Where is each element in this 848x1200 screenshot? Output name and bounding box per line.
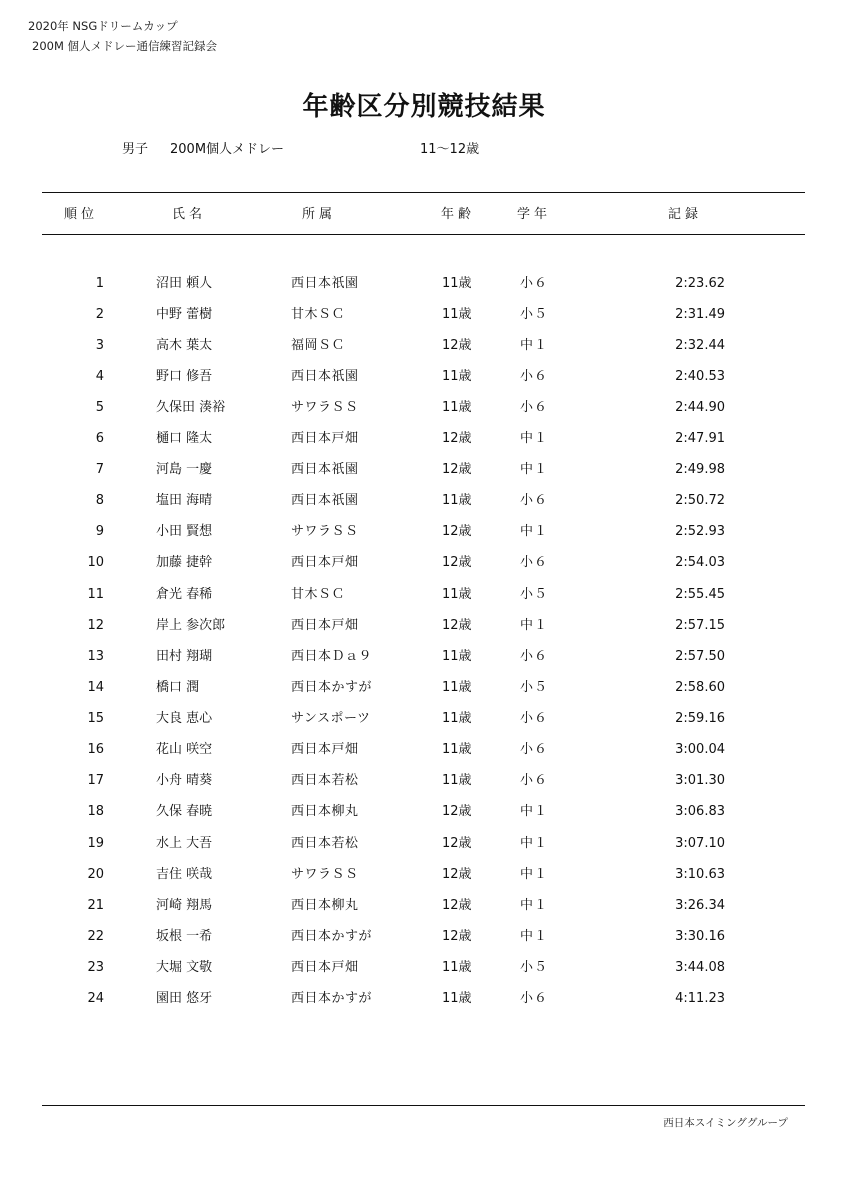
- header-rank: 順位: [64, 207, 99, 222]
- age-cell: 12歳: [442, 618, 472, 633]
- time-cell: 3:30.16: [675, 929, 725, 944]
- age-cell: 11歳: [442, 649, 472, 664]
- time-cell: 2:49.98: [675, 462, 725, 477]
- grade-cell: 小６: [520, 742, 549, 757]
- table-row: [0, 734, 848, 765]
- table-row: [0, 268, 848, 299]
- rank-cell: 23: [87, 960, 104, 975]
- grade-cell: 小５: [520, 960, 549, 975]
- table-row: [0, 516, 848, 547]
- grade-cell: 中１: [520, 929, 549, 944]
- age-cell: 12歳: [442, 836, 472, 851]
- table-row: [0, 330, 848, 361]
- rank-cell: 1: [95, 276, 104, 291]
- rank-cell: 21: [87, 898, 104, 913]
- club-cell: 西日本祇園: [291, 462, 359, 477]
- table-row: [0, 485, 848, 516]
- age-cell: 11歳: [442, 991, 472, 1006]
- time-cell: 2:57.15: [675, 618, 725, 633]
- age-cell: 11歳: [442, 369, 472, 384]
- age-cell: 12歳: [442, 338, 472, 353]
- table-row: [0, 952, 848, 983]
- club-cell: 西日本戸畑: [291, 960, 359, 975]
- club-cell: 西日本祇園: [291, 369, 359, 384]
- club-cell: 西日本柳丸: [291, 804, 359, 819]
- club-cell: サワラＳＳ: [291, 867, 359, 882]
- name-cell: 河崎 翔馬: [156, 898, 213, 913]
- age-cell: 12歳: [442, 524, 472, 539]
- club-cell: 甘木ＳＣ: [291, 587, 346, 602]
- age-cell: 11歳: [442, 742, 472, 757]
- rank-cell: 4: [95, 369, 104, 384]
- grade-cell: 中１: [520, 338, 549, 353]
- rank-cell: 5: [95, 400, 104, 415]
- grade-cell: 中１: [520, 898, 549, 913]
- time-cell: 4:11.23: [675, 991, 725, 1006]
- rank-cell: 20: [87, 867, 104, 882]
- name-cell: 坂根 一希: [156, 929, 213, 944]
- table-row: [0, 579, 848, 610]
- header-name: 氏名: [172, 207, 207, 222]
- grade-cell: 小６: [520, 369, 549, 384]
- gender-label: 男子: [122, 142, 149, 157]
- club-cell: サンスポーツ: [291, 711, 371, 726]
- grade-cell: 中１: [520, 867, 549, 882]
- page-title: 年齢区分別競技結果: [302, 92, 546, 122]
- table-row: [0, 796, 848, 827]
- club-cell: 西日本戸畑: [291, 618, 359, 633]
- rank-cell: 22: [87, 929, 104, 944]
- name-cell: 花山 咲空: [156, 742, 213, 757]
- club-cell: 西日本柳丸: [291, 898, 359, 913]
- time-cell: 3:26.34: [675, 898, 725, 913]
- rank-cell: 6: [95, 431, 104, 446]
- table-row: [0, 983, 848, 1014]
- grade-cell: 小５: [520, 587, 549, 602]
- header-time: 記録: [668, 207, 703, 222]
- footer-rule: [42, 1105, 805, 1106]
- club-cell: 西日本若松: [291, 836, 359, 851]
- club-cell: 西日本かすが: [291, 991, 373, 1006]
- document-meta: [28, 16, 217, 56]
- table-row: [0, 361, 848, 392]
- rank-cell: 7: [95, 462, 104, 477]
- age-cell: 12歳: [442, 431, 472, 446]
- rank-cell: 8: [95, 493, 104, 508]
- age-cell: 11歳: [442, 400, 472, 415]
- age-cell: 11歳: [442, 493, 472, 508]
- event-series: 200M 個人メドレー通信練習記録会: [32, 39, 218, 53]
- header-bottom-rule: [42, 234, 805, 235]
- club-cell: 西日本戸畑: [291, 742, 359, 757]
- age-cell: 11歳: [442, 711, 472, 726]
- rank-cell: 2: [95, 307, 104, 322]
- name-cell: 橋口 潤: [156, 680, 200, 695]
- time-cell: 2:47.91: [675, 431, 725, 446]
- age-cell: 11歳: [442, 680, 472, 695]
- name-cell: 加藤 捷幹: [156, 555, 213, 570]
- grade-cell: 中１: [520, 804, 549, 819]
- name-cell: 吉住 咲哉: [156, 867, 213, 882]
- header-grade: 学年: [517, 207, 552, 222]
- time-cell: 3:10.63: [675, 867, 725, 882]
- grade-cell: 小６: [520, 773, 549, 788]
- time-cell: 2:58.60: [675, 680, 725, 695]
- rank-cell: 24: [87, 991, 104, 1006]
- rank-cell: 11: [87, 587, 104, 602]
- age-cell: 12歳: [442, 867, 472, 882]
- name-cell: 久保田 湊裕: [156, 400, 226, 415]
- grade-cell: 小６: [520, 276, 549, 291]
- grade-cell: 小５: [520, 680, 549, 695]
- time-cell: 2:40.53: [675, 369, 725, 384]
- time-cell: 3:44.08: [675, 960, 725, 975]
- table-row: [0, 423, 848, 454]
- table-row: [0, 859, 848, 890]
- age-cell: 11歳: [442, 276, 472, 291]
- time-cell: 3:06.83: [675, 804, 725, 819]
- name-cell: 河島 一慶: [156, 462, 213, 477]
- table-row: [0, 392, 848, 423]
- time-cell: 2:32.44: [675, 338, 725, 353]
- name-cell: 小舟 晴葵: [156, 773, 213, 788]
- name-cell: 沼田 頼人: [156, 276, 213, 291]
- rank-cell: 18: [87, 804, 104, 819]
- club-cell: 西日本若松: [291, 773, 359, 788]
- club-cell: サワラＳＳ: [291, 400, 359, 415]
- age-cell: 11歳: [442, 307, 472, 322]
- rank-cell: 3: [95, 338, 104, 353]
- rank-cell: 15: [87, 711, 104, 726]
- grade-cell: 中１: [520, 524, 549, 539]
- name-cell: 田村 翔瑚: [156, 649, 213, 664]
- time-cell: 2:44.90: [675, 400, 725, 415]
- table-row: [0, 703, 848, 734]
- grade-cell: 中１: [520, 462, 549, 477]
- table-row: [0, 921, 848, 952]
- name-cell: 大堀 文敬: [156, 960, 213, 975]
- grade-cell: 小５: [520, 307, 549, 322]
- name-cell: 大良 恵心: [156, 711, 213, 726]
- grade-cell: 小６: [520, 711, 549, 726]
- club-cell: 西日本戸畑: [291, 431, 359, 446]
- name-cell: 樋口 隆太: [156, 431, 213, 446]
- time-cell: 2:31.49: [675, 307, 725, 322]
- time-cell: 2:54.03: [675, 555, 725, 570]
- grade-cell: 小６: [520, 493, 549, 508]
- club-cell: 甘木ＳＣ: [291, 307, 346, 322]
- rank-cell: 14: [87, 680, 104, 695]
- grade-cell: 中１: [520, 431, 549, 446]
- table-row: [0, 610, 848, 641]
- time-cell: 2:52.93: [675, 524, 725, 539]
- table-row: [0, 547, 848, 578]
- name-cell: 水上 大吾: [156, 836, 213, 851]
- age-cell: 11歳: [442, 587, 472, 602]
- name-cell: 高木 葉太: [156, 338, 213, 353]
- time-cell: 2:55.45: [675, 587, 725, 602]
- table-row: [0, 890, 848, 921]
- age-group: 11～12歳: [420, 142, 480, 157]
- name-cell: 久保 春暁: [156, 804, 213, 819]
- time-cell: 2:59.16: [675, 711, 725, 726]
- age-cell: 12歳: [442, 804, 472, 819]
- time-cell: 3:01.30: [675, 773, 725, 788]
- club-cell: サワラＳＳ: [291, 524, 359, 539]
- header-age: 年齢: [441, 207, 476, 222]
- name-cell: 小田 賢想: [156, 524, 213, 539]
- time-cell: 3:00.04: [675, 742, 725, 757]
- age-cell: 12歳: [442, 462, 472, 477]
- club-cell: 西日本戸畑: [291, 555, 359, 570]
- event-name: 200M個人メドレー: [170, 142, 285, 157]
- rank-cell: 10: [87, 555, 104, 570]
- club-cell: 西日本Ｄａ９: [291, 649, 373, 664]
- table-row: [0, 454, 848, 485]
- grade-cell: 中１: [520, 618, 549, 633]
- name-cell: 岸上 参次郎: [156, 618, 226, 633]
- table-row: [0, 765, 848, 796]
- rank-cell: 19: [87, 836, 104, 851]
- grade-cell: 小６: [520, 555, 549, 570]
- grade-cell: 小６: [520, 649, 549, 664]
- table-row: [0, 641, 848, 672]
- age-cell: 12歳: [442, 555, 472, 570]
- rank-cell: 17: [87, 773, 104, 788]
- name-cell: 野口 修吾: [156, 369, 213, 384]
- grade-cell: 中１: [520, 836, 549, 851]
- rank-cell: 12: [87, 618, 104, 633]
- age-cell: 12歳: [442, 898, 472, 913]
- table-row: [0, 672, 848, 703]
- footer-organization: 西日本スイミンググループ: [663, 1117, 788, 1129]
- rank-cell: 9: [95, 524, 104, 539]
- club-cell: 西日本祇園: [291, 276, 359, 291]
- time-cell: 2:50.72: [675, 493, 725, 508]
- time-cell: 3:07.10: [675, 836, 725, 851]
- header-top-rule: [42, 192, 805, 193]
- grade-cell: 小６: [520, 400, 549, 415]
- club-cell: 西日本かすが: [291, 929, 373, 944]
- club-cell: 西日本かすが: [291, 680, 373, 695]
- age-cell: 12歳: [442, 929, 472, 944]
- name-cell: 園田 悠牙: [156, 991, 213, 1006]
- grade-cell: 小６: [520, 991, 549, 1006]
- club-cell: 福岡ＳＣ: [291, 338, 346, 353]
- age-cell: 11歳: [442, 960, 472, 975]
- time-cell: 2:23.62: [675, 276, 725, 291]
- name-cell: 中野 蕾樹: [156, 307, 213, 322]
- name-cell: 塩田 海晴: [156, 493, 213, 508]
- table-row: [0, 828, 848, 859]
- meet-name: 2020年 NSGドリームカップ: [28, 19, 178, 33]
- name-cell: 倉光 春稀: [156, 587, 213, 602]
- rank-cell: 13: [87, 649, 104, 664]
- header-club: 所属: [302, 207, 337, 222]
- age-cell: 11歳: [442, 773, 472, 788]
- rank-cell: 16: [87, 742, 104, 757]
- table-row: [0, 299, 848, 330]
- time-cell: 2:57.50: [675, 649, 725, 664]
- club-cell: 西日本祇園: [291, 493, 359, 508]
